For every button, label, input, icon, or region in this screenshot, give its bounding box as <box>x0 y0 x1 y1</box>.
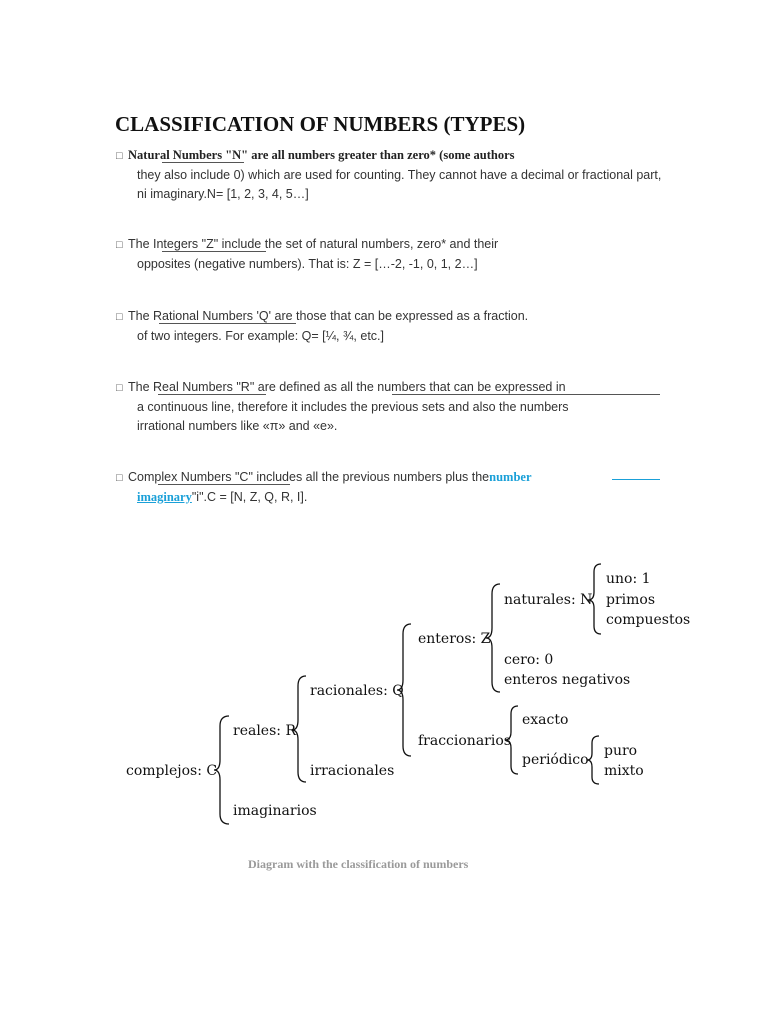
rational-line-2: of two integers. For example: Q= [¼, ¾, etc.] <box>137 329 384 343</box>
natural-heading: Natural Numbers "N" are all numbers greater than zero* (some authors <box>128 148 515 162</box>
node-compuestos: compuestos <box>606 612 691 628</box>
real-line-2: a continuous line, therefore it includes the previous sets and also the numbers <box>137 400 569 414</box>
annotation-stroke <box>162 162 244 163</box>
node-mixto: mixto <box>604 763 644 779</box>
annotation-stroke <box>162 251 266 252</box>
node-exacto: exacto <box>522 712 569 728</box>
complex-line-2: "i".C = [N, Z, Q, R, I]. <box>191 490 308 504</box>
node-naturales: naturales: N <box>504 592 593 608</box>
annotation-stroke <box>159 323 296 324</box>
real-line-3: irrational numbers like «π» and «e». <box>137 419 338 433</box>
annotation-stroke <box>158 394 266 395</box>
bullet-icon: □ <box>116 472 123 484</box>
brace-periodico <box>587 736 599 784</box>
annotation-stroke <box>158 484 290 485</box>
node-puro: puro <box>604 743 638 759</box>
node-complejos: complejos: C <box>126 763 218 779</box>
node-fraccionarios: fraccionarios <box>418 733 511 749</box>
node-enteros: enteros: Z <box>418 631 491 647</box>
annotation-stroke <box>392 394 660 395</box>
imaginary-link[interactable]: imaginary <box>137 490 192 504</box>
node-imaginarios: imaginarios <box>233 803 317 819</box>
list-item-rational <box>116 307 528 346</box>
node-racionales: racionales: Q <box>310 683 404 699</box>
link-underline <box>612 478 660 480</box>
number-link[interactable]: number <box>489 470 532 484</box>
natural-line-3: ni imaginary.N= [1, 2, 3, 4, 5…] <box>137 187 309 201</box>
complex-line-1: Complex Numbers "C" includes all the previous numbers plus the <box>128 470 490 484</box>
rational-line-1: The Rational Numbers 'Q' are those that can be expressed as a fraction. <box>128 309 529 323</box>
bullet-icon: □ <box>116 239 123 251</box>
bullet-icon: □ <box>116 150 123 162</box>
diagram-caption: Diagram with the classification of numbers <box>248 857 469 871</box>
node-irracionales: irracionales <box>310 763 395 779</box>
natural-line-2: they also include 0) which are used for counting. They cannot have a decimal or fractional part, <box>137 168 662 182</box>
list-item-real <box>116 378 569 436</box>
bullet-icon: □ <box>116 311 123 323</box>
page-title: CLASSIFICATION OF NUMBERS (TYPES) <box>115 112 526 136</box>
list-item-integers <box>116 235 498 274</box>
node-reales: reales: R <box>233 723 296 739</box>
node-primos: primos <box>606 592 656 608</box>
list-item-complex <box>116 468 660 507</box>
node-enteros-negativos: enteros negativos <box>504 672 631 688</box>
real-line-1: The Real Numbers "R" are defined as all the numbers that can be expressed in <box>128 380 566 394</box>
integers-line-2: opposites (negative numbers). That is: Z = […-2, -1, 0, 1, 2…] <box>137 257 478 271</box>
node-uno: uno: 1 <box>606 571 651 587</box>
node-periodico: periódico <box>522 752 589 768</box>
node-cero: cero: 0 <box>504 652 554 668</box>
integers-line-1: The Integers "Z" include the set of natural numbers, zero* and their <box>128 237 499 251</box>
list-item-natural <box>116 146 661 204</box>
bullet-icon: □ <box>116 382 123 394</box>
classification-diagram <box>0 550 768 840</box>
